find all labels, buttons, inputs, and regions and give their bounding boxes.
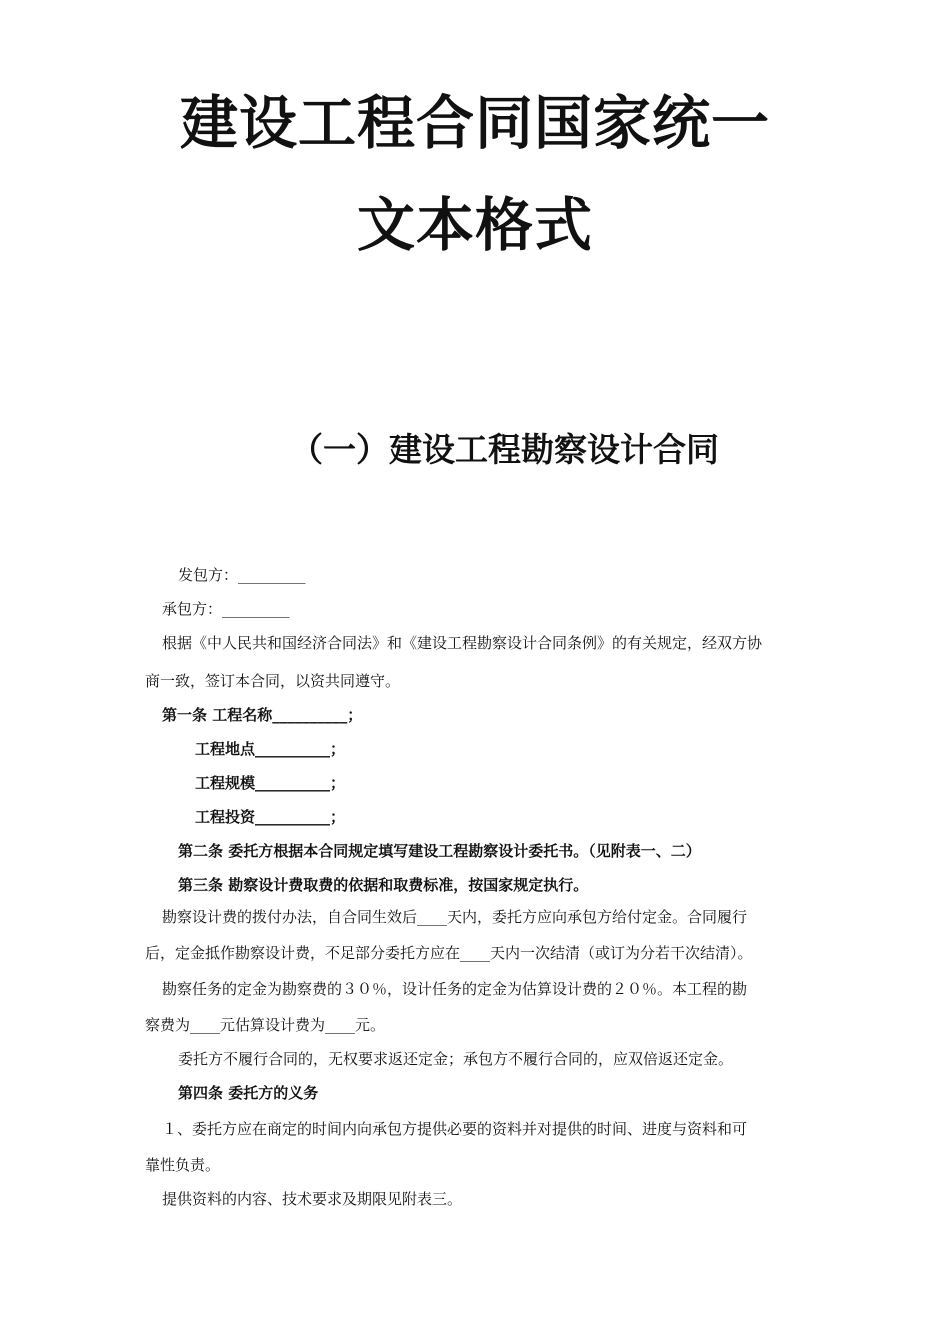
document-title-line-1: 建设工程合同国家统一 <box>179 89 770 157</box>
issuer-line: 发包方：_________ <box>178 566 306 584</box>
article-1-project-investment: 工程投资__________； <box>195 808 346 826</box>
article-1-project-location: 工程地点__________； <box>195 740 346 758</box>
article-4-heading: 第四条 委托方的义务 <box>178 1084 319 1102</box>
article-1-project-name: 第一条 工程名称__________； <box>162 706 363 724</box>
contract-subtitle: （一）建设工程勘察设计合同 <box>290 430 719 469</box>
article-3: 第三条 勘察设计费取费的依据和取费标准，按国家规定执行。 <box>178 876 589 894</box>
payment-paragraph-line-1: 勘察设计费的拨付办法，自合同生效后____天内，委托方应向承包方给付定金。合同履行 <box>162 908 748 926</box>
payment-paragraph-line-2: 后，定金抵作勘察设计费，不足部分委托方应在____天内一次结清（或订为分若干次结清）。 <box>145 944 753 962</box>
duty-1-line-1: １、委托方应在商定的时间内向承包方提供必要的资料并对提供的时间、进度与资料和可 <box>162 1120 748 1138</box>
duty-1-line-2: 靠性负责。 <box>145 1156 221 1174</box>
article-2: 第二条 委托方根据本合同规定填写建设工程勘察设计委托书。（见附表一、二） <box>178 842 701 860</box>
intro-paragraph-line-2: 商一致，签订本合同，以资共同遵守。 <box>145 672 401 690</box>
default-clause: 委托方不履行合同的，无权要求返还定金；承包方不履行合同的，应双倍返还定金。 <box>178 1050 734 1068</box>
document-title-line-2: 文本格式 <box>356 191 593 259</box>
deposit-paragraph-line-1: 勘察任务的定金为勘察费的３０％，设计任务的定金为估算设计费的２０％。本工程的勘 <box>162 980 748 998</box>
article-1-project-scale: 工程规模__________； <box>195 774 346 792</box>
contractor-line: 承包方：_________ <box>162 600 290 618</box>
materials-line: 提供资料的内容、技术要求及期限见附表三。 <box>162 1190 463 1208</box>
intro-paragraph-line-1: 根据《中人民共和国经济合同法》和《建设工程勘察设计合同条例》的有关规定，经双方协 <box>162 634 763 652</box>
deposit-paragraph-line-2: 察费为____元估算设计费为____元。 <box>145 1016 386 1034</box>
